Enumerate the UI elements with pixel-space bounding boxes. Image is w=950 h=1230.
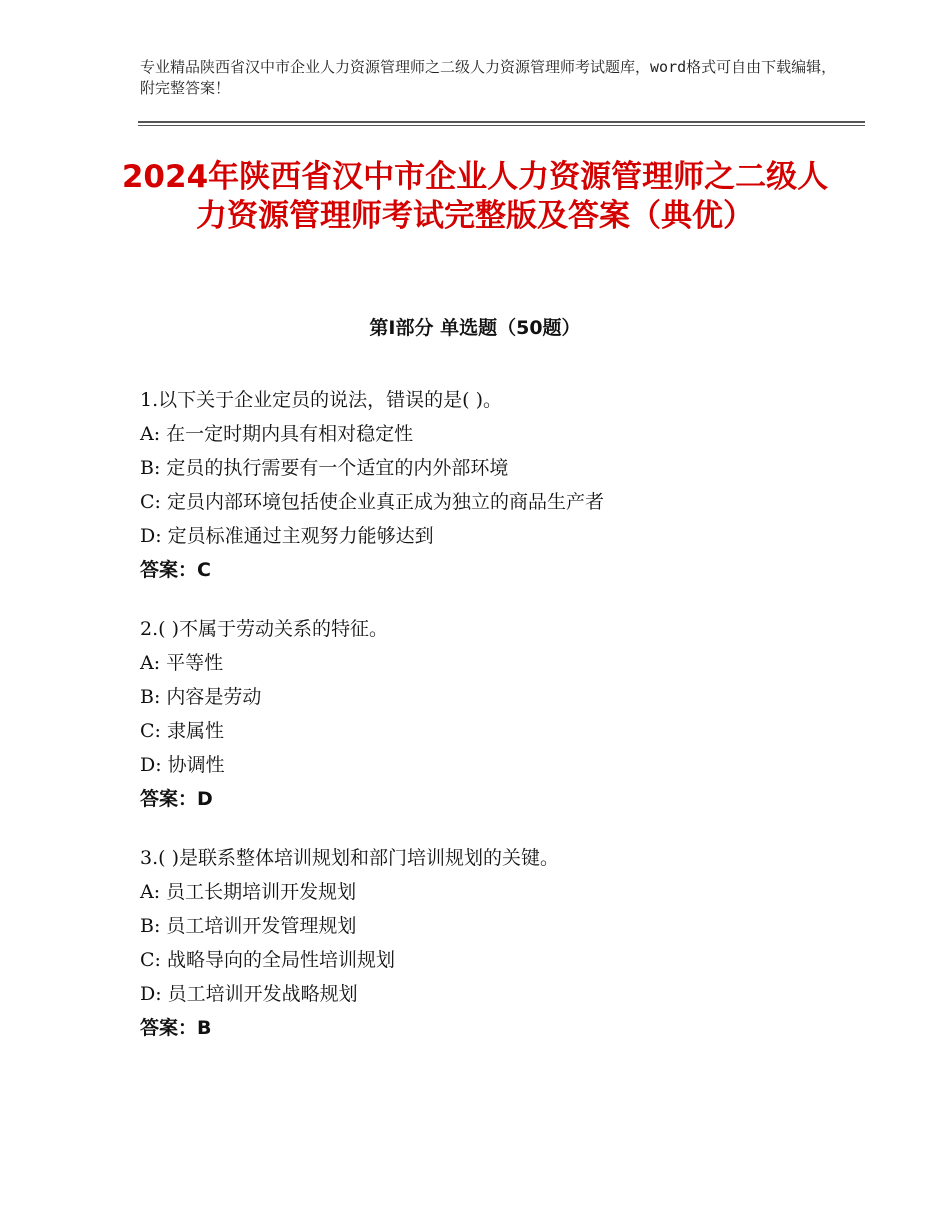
option-c: C: 定员内部环境包括使企业真正成为独立的商品生产者 — [140, 491, 604, 513]
option-d: D: 员工培训开发战略规划 — [140, 983, 358, 1005]
option-b: B: 员工培训开发管理规划 — [140, 915, 357, 937]
question-1 — [140, 383, 860, 587]
answer-text: 答案：D — [140, 788, 213, 810]
option-a: A: 员工长期培训开发规划 — [140, 881, 357, 903]
option-c: C: 隶属性 — [140, 720, 224, 742]
option-d: D: 协调性 — [140, 754, 225, 776]
document-title: 2024年陕西省汉中市企业人力资源管理师之二级人力资源管理师考试完整版及答案（典优） — [121, 159, 829, 234]
question-stem: 1.以下关于企业定员的说法，错误的是( )。 — [140, 389, 502, 411]
option-a: A: 在一定时期内具有相对稳定性 — [140, 423, 414, 445]
question-stem: 2.( )不属于劳动关系的特征。 — [140, 618, 388, 640]
answer-text: 答案：B — [140, 1017, 212, 1039]
answer-text: 答案：C — [140, 559, 211, 581]
option-b: B: 内容是劳动 — [140, 686, 262, 708]
option-b: B: 定员的执行需要有一个适宜的内外部环境 — [140, 457, 509, 479]
option-c: C: 战略导向的全局性培训规划 — [140, 949, 395, 971]
header-divider — [138, 121, 865, 123]
question-2 — [140, 612, 860, 816]
question-stem: 3.( )是联系整体培训规划和部门培训规划的关键。 — [140, 847, 559, 869]
header-divider-thin — [138, 125, 865, 126]
header-note: 专业精品陕西省汉中市企业人力资源管理师之二级人力资源管理师考试题库，word格式可自由下载编辑，附完整答案！ — [140, 58, 837, 97]
option-a: A: 平等性 — [140, 652, 224, 674]
option-d: D: 定员标准通过主观努力能够达到 — [140, 525, 434, 547]
question-3 — [140, 841, 860, 1045]
section-heading: 第Ⅰ部分 单选题（50题） — [369, 317, 581, 339]
question-list — [140, 383, 860, 1070]
